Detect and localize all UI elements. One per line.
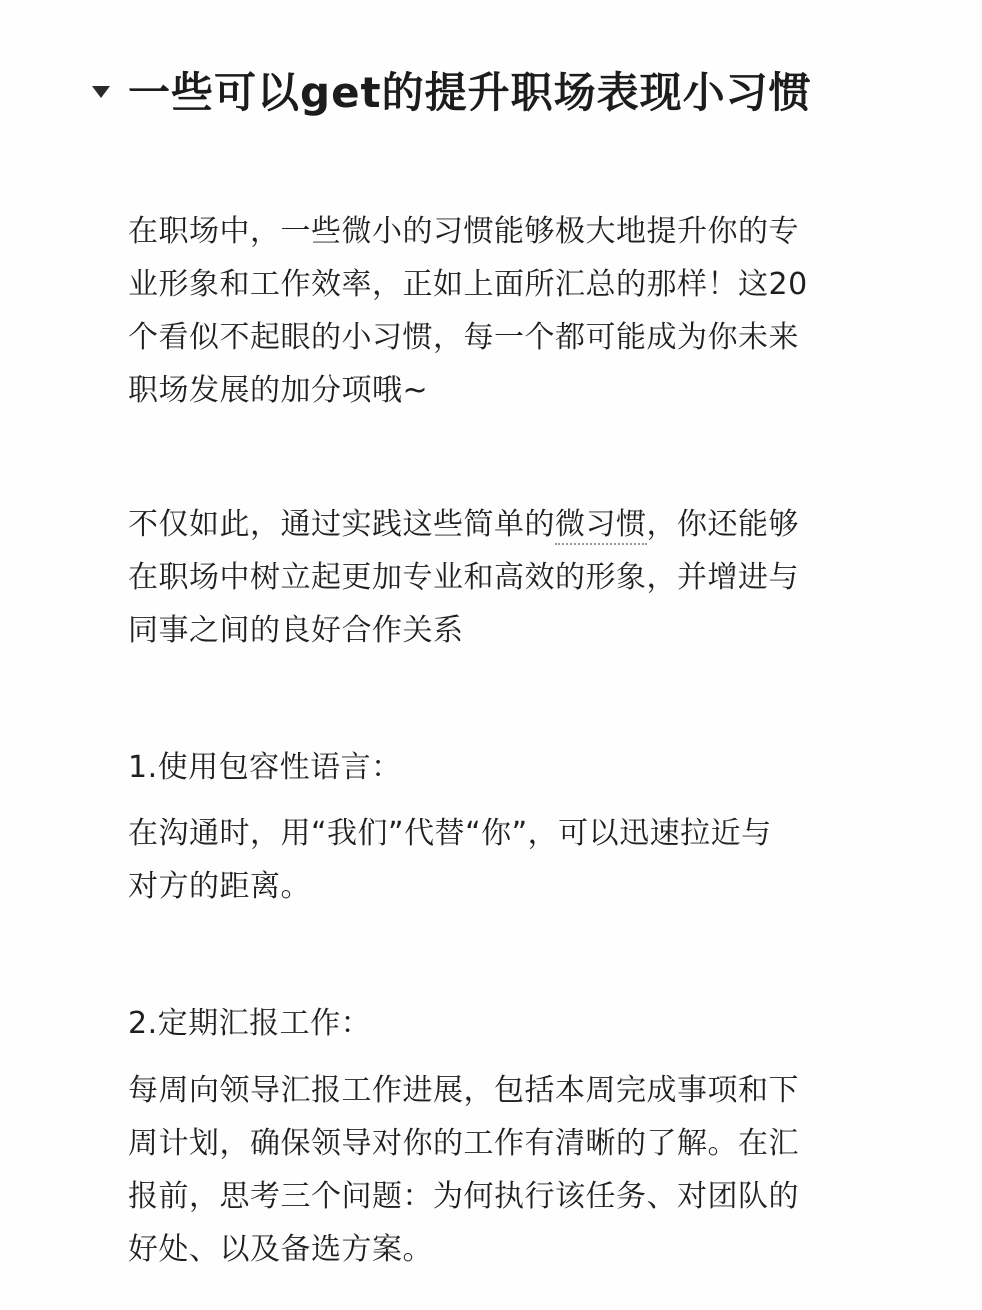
spellcheck-underlined-word[interactable]: 微习惯	[555, 507, 647, 545]
text-segment: 不仅如此，通过实践这些简单的	[128, 507, 555, 542]
habit-title-text: 2.定期汇报工作：	[128, 1006, 372, 1041]
habit-1-body	[128, 807, 868, 913]
habit-2-body	[128, 1064, 868, 1276]
paragraph-line: 业形象和工作效率，正如上面所汇总的那样！这20	[128, 267, 808, 302]
paragraph-line: 好处、以及备选方案。	[128, 1232, 433, 1267]
toggle-heading[interactable]	[92, 58, 812, 122]
text-segment: ，你还能够	[646, 507, 799, 542]
habit-1-title	[128, 741, 868, 794]
paragraph-line: 对方的距离。	[128, 869, 311, 904]
paragraph-line: 在职场中，一些微小的习惯能够极大地提升你的专	[128, 214, 799, 249]
paragraph-line: 每周向领导汇报工作进展，包括本周完成事项和下	[128, 1073, 799, 1108]
paragraph-line: 个看似不起眼的小习惯，每一个都可能成为你未来	[128, 320, 799, 355]
habit-title-text: 1.使用包容性语言：	[128, 750, 402, 785]
paragraph-line: 同事之间的良好合作关系	[128, 613, 464, 648]
second-paragraph	[128, 498, 868, 657]
paragraph-line: 周计划，确保领导对你的工作有清晰的了解。在汇	[128, 1126, 799, 1161]
paragraph-line: 职场发展的加分项哦~	[128, 373, 429, 408]
paragraph-line: 在沟通时，用“我们”代替“你”，可以迅速拉近与	[128, 816, 772, 851]
intro-paragraph	[128, 205, 868, 417]
triangle-down-icon[interactable]	[92, 86, 110, 98]
habit-2-title	[128, 997, 868, 1050]
paragraph-line	[128, 498, 868, 551]
toggle-title: 一些可以get的提升职场表现小习惯	[128, 68, 812, 117]
paragraph-line: 报前，思考三个问题：为何执行该任务、对团队的	[128, 1179, 799, 1214]
paragraph-line: 在职场中树立起更加专业和高效的形象，并增进与	[128, 560, 799, 595]
